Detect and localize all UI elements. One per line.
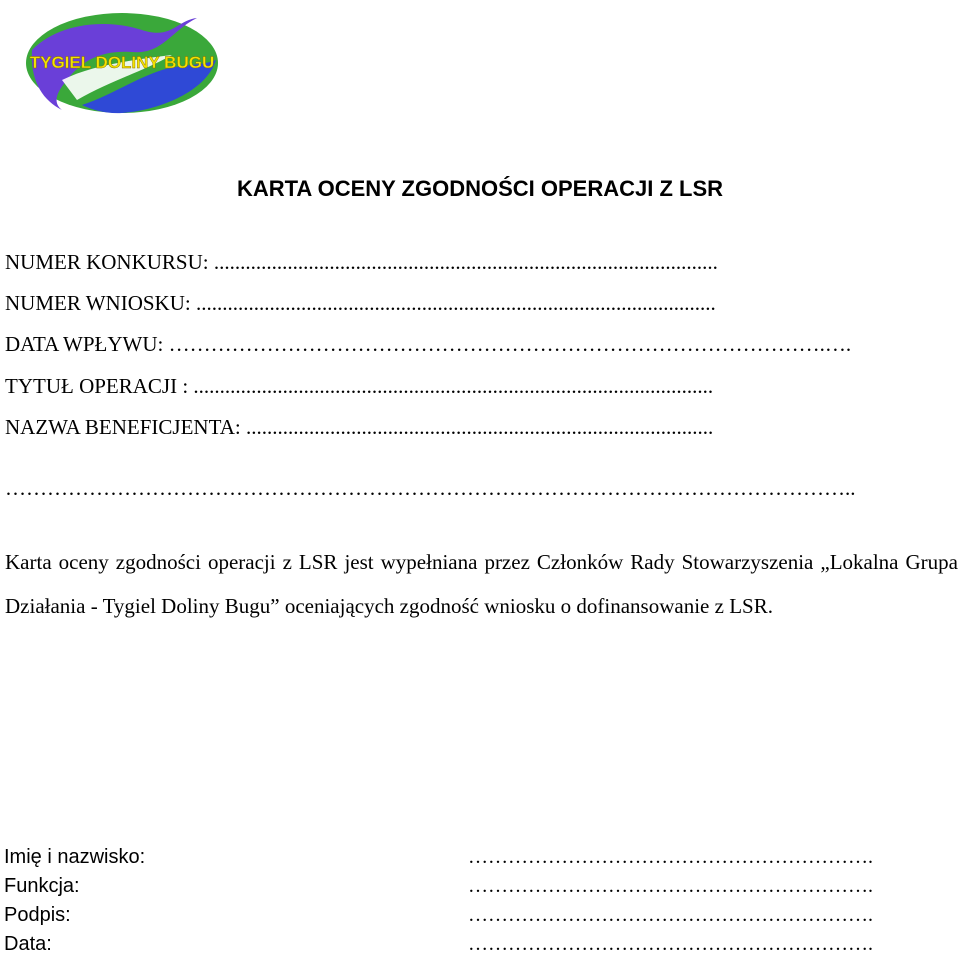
field-fill-line: ................................................................................................... — [190, 291, 716, 315]
field-numer-konkursu — [5, 250, 718, 275]
signature-label-date: Data: — [4, 933, 52, 955]
signature-fill-line: ……………………………………………………. — [468, 846, 873, 868]
tygiel-doliny-bugu-logo — [22, 10, 222, 116]
field-nazwa-beneficjenta — [5, 415, 713, 440]
signature-label-name: Imię i nazwisko: — [4, 846, 146, 868]
field-label: TYTUŁ OPERACJI : — [5, 374, 189, 398]
field-label: NUMER KONKURSU: — [5, 250, 209, 274]
logo-text: TYGIEL DOLINY BUGU — [29, 53, 215, 72]
field-fill-line: ................................................................................................ — [208, 250, 718, 274]
signature-fill-line: ……………………………………………………. — [468, 904, 873, 926]
field-fill-line: ................................................................................................... — [188, 374, 714, 398]
field-label: NAZWA BENEFICJENTA: — [5, 415, 241, 439]
continuation-fill-line: ………………………………………………………………………………………………………….. — [5, 476, 856, 500]
signature-fill-line: ……………………………………………………. — [468, 875, 873, 897]
signature-label-signature: Podpis: — [4, 904, 71, 926]
field-numer-wniosku — [5, 291, 716, 316]
field-label: DATA WPŁYWU: — [5, 332, 164, 356]
field-fill-line: ………………………………………………………………………………….…. — [163, 332, 852, 356]
signature-fill-line: ……………………………………………………. — [468, 933, 873, 955]
document-title: KARTA OCENY ZGODNOŚCI OPERACJI Z LSR — [236, 176, 724, 201]
description-paragraph: Karta oceny zgodności operacji z LSR jest wypełniana przez Członków Rady Stowarzyszenia „Lokalna Grupa Działania - Tygiel Doliny Bugu” oceniających zgodność wniosku o dofinansowanie z LSR. — [5, 550, 958, 618]
field-label: NUMER WNIOSKU: — [5, 291, 191, 315]
field-data-wplywu — [5, 332, 851, 357]
field-tytul-operacji — [5, 374, 713, 399]
field-fill-line: ......................................................................................... — [240, 415, 714, 439]
signature-label-function: Funkcja: — [4, 875, 80, 897]
